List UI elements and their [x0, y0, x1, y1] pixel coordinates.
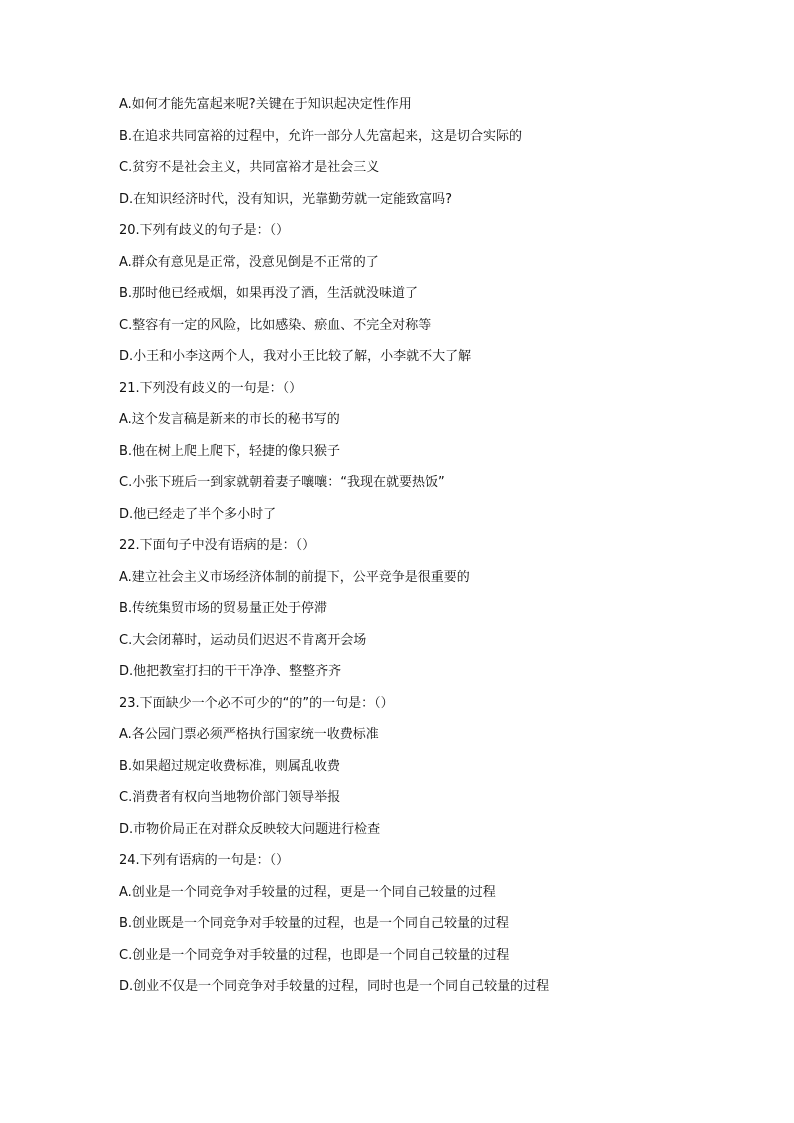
option-line: D.他把教室打扫的干干净净、整整齐齐: [119, 664, 342, 679]
option-line: C.创业是一个同竞争对手较量的过程，也即是一个同自己较量的过程: [119, 947, 510, 963]
option-line: D.创业不仅是一个同竞争对手较量的过程，同时也是一个同自己较量的过程: [119, 979, 550, 994]
option-line: D.市物价局正在对群众反映较大问题进行检查: [119, 821, 381, 837]
option-line: B.如果超过规定收费标准，则属乱收费: [119, 758, 341, 774]
option-line: A.创业是一个同竞争对手较量的过程，更是一个同自己较量的过程: [119, 884, 496, 900]
option-line: B.那时他已经戒烟，如果再没了酒，生活就没味道了: [119, 286, 419, 301]
option-line: D.在知识经济时代，没有知识，光靠勤劳就一定能致富吗?: [119, 191, 453, 207]
option-line: A.群众有意见是正常，没意见倒是不正常的了: [119, 254, 379, 270]
option-line: B.传统集贸市场的贸易量正处于停滞: [119, 601, 328, 616]
option-line: D.小王和小李这两个人，我对小王比较了解，小李就不大了解: [119, 349, 472, 364]
option-line: C.大会闭幕时，运动员们迟迟不肯离开会场: [119, 632, 367, 648]
option-line: C.整容有一定的风险，比如感染、瘀血、不完全对称等: [119, 317, 432, 333]
option-line: A.各公园门票必须严格执行国家统一收费标准: [119, 727, 379, 742]
option-line: B.创业既是一个同竞争对手较量的过程，也是一个同自己较量的过程: [119, 916, 510, 931]
document-page: [119, 94, 759, 1008]
option-line: D.他已经走了半个多小时了: [119, 506, 277, 522]
question-stem: 23.下面缺少一个必不可少的“的”的一句是：（）: [119, 695, 394, 711]
question-stem: 22.下面句子中没有语病的是：（）: [119, 538, 316, 553]
option-line: A.如何才能先富起来呢?关键在于知识起决定性作用: [119, 97, 412, 112]
question-stem: 24.下列有语病的一句是：（）: [119, 853, 290, 868]
option-line: C.消费者有权向当地物价部门领导举报: [119, 790, 341, 805]
option-line: C.贫穷不是社会主义，共同富裕才是社会三义: [119, 160, 380, 175]
option-line: C.小张下班后一到家就朝着妻子嚷嚷：“我现在就要热饭”: [119, 475, 445, 490]
option-line: A.建立社会主义市场经济体制的前提下，公平竞争是很重要的: [119, 569, 470, 585]
option-line: A.这个发言稿是新来的市长的秘书写的: [119, 412, 340, 427]
option-line: B.他在树上爬上爬下，轻捷的像只猴子: [119, 443, 341, 459]
option-line: B.在追求共同富裕的过程中，允许一部分人先富起来，这是切合实际的: [119, 128, 523, 144]
question-stem: 20.下列有歧义的句子是：（）: [119, 223, 290, 238]
question-stem: 21.下列没有歧义的一句是：（）: [119, 380, 303, 396]
